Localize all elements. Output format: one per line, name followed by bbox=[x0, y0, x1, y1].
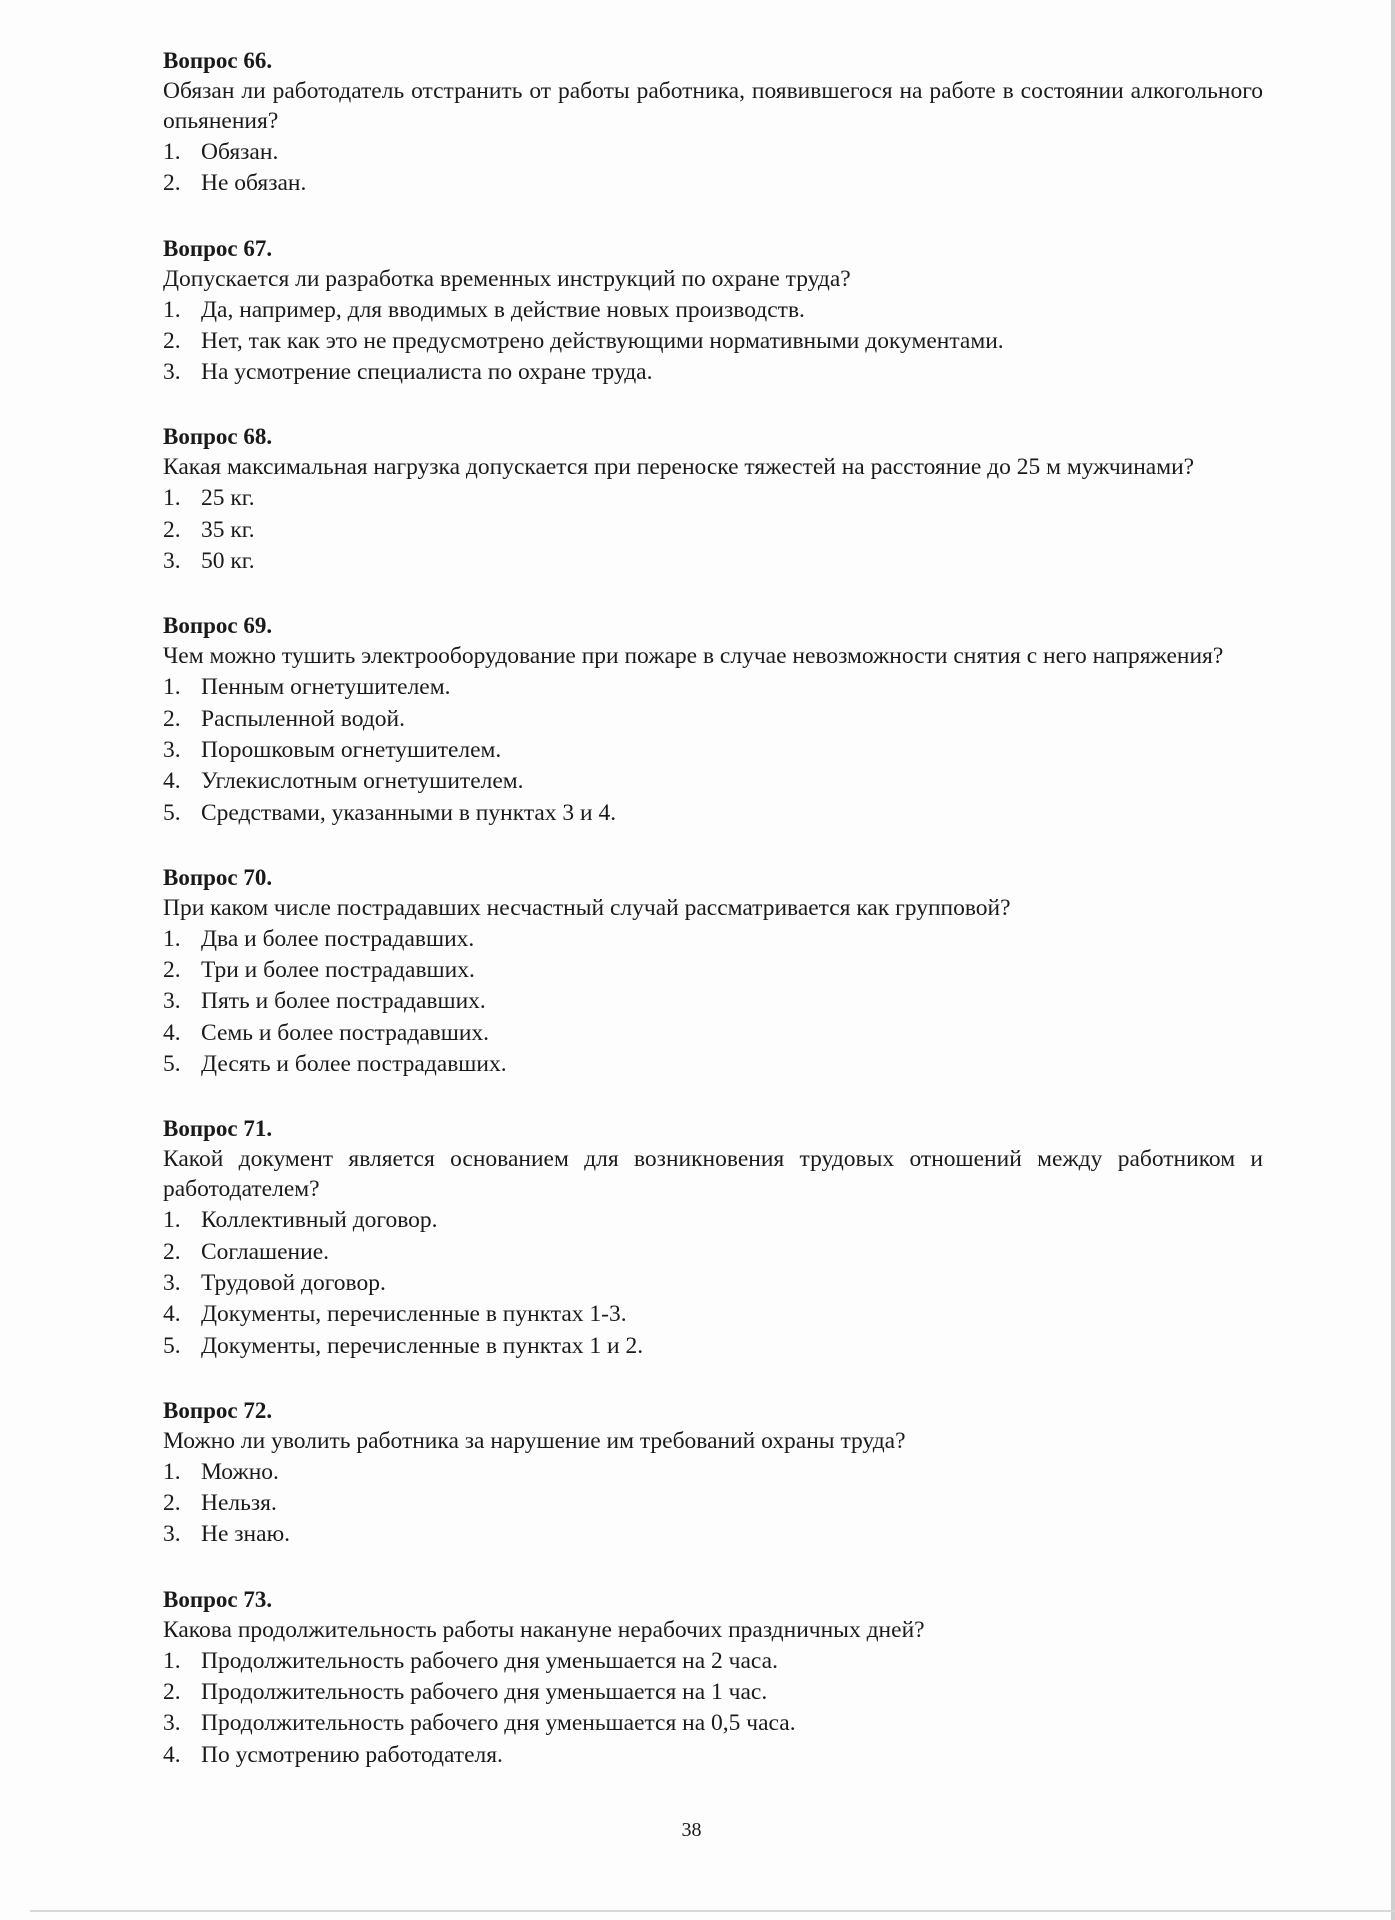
question-block bbox=[163, 863, 1263, 1080]
answer-number: 1. bbox=[163, 485, 181, 512]
answer-text: Пенным огнетушителем. bbox=[201, 674, 451, 701]
question-text: Допускается ли разработка временных инструкций по охране труда? bbox=[163, 265, 851, 292]
question-title: Вопрос 67. bbox=[163, 235, 273, 261]
answer-option bbox=[163, 766, 1263, 797]
answer-number: 5. bbox=[163, 1051, 181, 1078]
question-text: Чем можно тушить электрооборудование при пожаре в случае невозможности снятия с него напряжения? bbox=[163, 643, 1224, 670]
answer-option bbox=[163, 986, 1263, 1017]
answer-option bbox=[163, 1677, 1263, 1708]
answer-number: 2. bbox=[163, 1238, 181, 1265]
answer-number: 2. bbox=[163, 170, 181, 197]
answer-text: 50 кг. bbox=[201, 548, 255, 575]
answer-text: Десять и более пострадавших. bbox=[201, 1051, 507, 1078]
answer-option bbox=[163, 326, 1263, 357]
answer-list bbox=[163, 924, 1263, 1080]
answer-text: Не знаю. bbox=[201, 1521, 290, 1548]
answer-number: 2. bbox=[163, 957, 181, 984]
answer-number: 2. bbox=[163, 1490, 181, 1517]
answer-number: 4. bbox=[163, 1301, 181, 1328]
answer-option bbox=[163, 735, 1263, 766]
question-text: Какой документ является основанием для возникновения трудовых отношений между работником и работодателем? bbox=[163, 1146, 1263, 1203]
answer-option bbox=[163, 1299, 1263, 1330]
answer-number: 2. bbox=[163, 705, 181, 732]
answer-number: 2. bbox=[163, 327, 181, 354]
answer-option bbox=[163, 924, 1263, 955]
answer-list bbox=[163, 295, 1263, 389]
answer-text: Средствами, указанными в пунктах 3 и 4. bbox=[201, 799, 617, 826]
answer-text: Документы, перечисленные в пунктах 1-3. bbox=[201, 1301, 627, 1328]
question-block bbox=[163, 1396, 1263, 1551]
answer-text: Семь и более пострадавших. bbox=[201, 1019, 490, 1046]
question-block bbox=[163, 422, 1263, 577]
answer-number: 2. bbox=[163, 1679, 181, 1706]
answer-text: 35 кг. bbox=[201, 516, 255, 543]
answer-text: Нет, так как это не предусмотрено действующими нормативными документами. bbox=[201, 327, 1004, 354]
question-text: Какая максимальная нагрузка допускается при переноске тяжестей на расстояние до 25 м мужчинами? bbox=[163, 454, 1195, 481]
answer-number: 3. bbox=[163, 988, 181, 1015]
answer-number: 4. bbox=[163, 1019, 181, 1046]
answer-list bbox=[163, 672, 1263, 828]
answer-option bbox=[163, 1205, 1263, 1236]
answer-option bbox=[163, 546, 1263, 577]
answer-number: 3. bbox=[163, 359, 181, 386]
question-text: Можно ли уволить работника за нарушение им требований охраны труда? bbox=[163, 1427, 906, 1454]
answer-number: 3. bbox=[163, 736, 181, 763]
answer-text: Два и более пострадавших. bbox=[201, 925, 475, 952]
answer-text: Можно. bbox=[201, 1458, 279, 1485]
answer-text: Три и более пострадавших. bbox=[201, 957, 475, 984]
answer-number: 4. bbox=[163, 1741, 181, 1768]
answer-text: Не обязан. bbox=[201, 170, 307, 197]
question-title: Вопрос 72. bbox=[163, 1397, 273, 1423]
answer-number: 2. bbox=[163, 516, 181, 543]
question-block bbox=[163, 46, 1263, 200]
answer-option bbox=[163, 137, 1263, 168]
question-title: Вопрос 66. bbox=[163, 48, 273, 73]
question-title: Вопрос 70. bbox=[163, 864, 273, 890]
answer-number: 3. bbox=[163, 1710, 181, 1737]
answer-number: 1. bbox=[163, 1458, 181, 1485]
answer-number: 3. bbox=[163, 1269, 181, 1296]
answer-option bbox=[163, 1457, 1263, 1488]
answer-option bbox=[163, 357, 1263, 388]
answer-option bbox=[163, 295, 1263, 326]
answer-text: Пять и более пострадавших. bbox=[201, 988, 486, 1015]
answer-option bbox=[163, 1519, 1263, 1550]
answer-text: Соглашение. bbox=[201, 1238, 330, 1265]
answer-text: Коллективный договор. bbox=[201, 1207, 438, 1234]
answer-text: Продолжительность рабочего дня уменьшается на 0,5 часа. bbox=[201, 1710, 796, 1737]
question-text: Обязан ли работодатель отстранить от работы работника, появившегося на работе в состоянии алкогольного опьянения? bbox=[163, 78, 1263, 134]
questions-list bbox=[163, 46, 1263, 1805]
answer-number: 1. bbox=[163, 1647, 181, 1674]
question-block bbox=[163, 1114, 1263, 1361]
answer-list bbox=[163, 137, 1263, 200]
answer-number: 5. bbox=[163, 799, 181, 826]
answer-option bbox=[163, 1237, 1263, 1268]
answer-option bbox=[163, 955, 1263, 986]
answer-option bbox=[163, 1708, 1263, 1739]
answer-text: Продолжительность рабочего дня уменьшается на 1 час. bbox=[201, 1679, 768, 1706]
answer-option bbox=[163, 1018, 1263, 1049]
answer-text: Да, например, для вводимых в действие новых производств. bbox=[201, 296, 805, 323]
question-text: При каком числе пострадавших несчастный случай рассматривается как групповой? bbox=[163, 894, 1011, 921]
answer-number: 5. bbox=[163, 1332, 181, 1359]
answer-text: 25 кг. bbox=[201, 485, 255, 512]
answer-number: 1. bbox=[163, 1207, 181, 1234]
answer-number: 3. bbox=[163, 548, 181, 575]
answer-number: 1. bbox=[163, 139, 181, 165]
answer-list bbox=[163, 1646, 1263, 1771]
answer-number: 1. bbox=[163, 674, 181, 701]
question-title: Вопрос 73. bbox=[163, 1586, 273, 1612]
scan-edge-right bbox=[1391, 0, 1395, 1920]
question-title: Вопрос 71. bbox=[163, 1116, 273, 1142]
answer-option bbox=[163, 798, 1263, 829]
question-text: Какова продолжительность работы накануне нерабочих праздничных дней? bbox=[163, 1616, 925, 1643]
answer-option bbox=[163, 1268, 1263, 1299]
answer-option bbox=[163, 1740, 1263, 1771]
answer-option bbox=[163, 1488, 1263, 1519]
answer-text: Продолжительность рабочего дня уменьшается на 2 часа. bbox=[201, 1647, 778, 1674]
answer-text: Обязан. bbox=[201, 139, 279, 165]
answer-number: 1. bbox=[163, 925, 181, 952]
answer-text: Распыленной водой. bbox=[201, 705, 405, 732]
page-number: 38 bbox=[681, 1819, 702, 1841]
answer-text: На усмотрение специалиста по охране труда. bbox=[201, 359, 653, 386]
answer-text: Документы, перечисленные в пунктах 1 и 2. bbox=[201, 1332, 644, 1359]
answer-option bbox=[163, 1646, 1263, 1677]
answer-number: 4. bbox=[163, 768, 181, 795]
answer-option bbox=[163, 704, 1263, 735]
answer-option bbox=[163, 483, 1263, 514]
answer-text: По усмотрению работодателя. bbox=[201, 1741, 503, 1768]
answer-text: Трудовой договор. bbox=[201, 1269, 386, 1296]
answer-number: 3. bbox=[163, 1521, 181, 1548]
answer-number: 1. bbox=[163, 296, 181, 323]
scan-edge-bottom bbox=[30, 1910, 1395, 1912]
answer-option bbox=[163, 515, 1263, 546]
answer-option bbox=[163, 168, 1263, 199]
answer-text: Порошковым огнетушителем. bbox=[201, 736, 502, 763]
answer-list bbox=[163, 483, 1263, 577]
answer-list bbox=[163, 1457, 1263, 1551]
answer-option bbox=[163, 672, 1263, 703]
question-title: Вопрос 68. bbox=[163, 424, 273, 450]
answer-list bbox=[163, 1205, 1263, 1361]
answer-option bbox=[163, 1331, 1263, 1362]
answer-text: Углекислотным огнетушителем. bbox=[201, 768, 524, 795]
question-block bbox=[163, 1585, 1263, 1771]
answer-text: Нельзя. bbox=[201, 1490, 277, 1517]
question-block bbox=[163, 234, 1263, 389]
question-title: Вопрос 69. bbox=[163, 613, 273, 639]
question-block bbox=[163, 611, 1263, 828]
answer-option bbox=[163, 1049, 1263, 1080]
